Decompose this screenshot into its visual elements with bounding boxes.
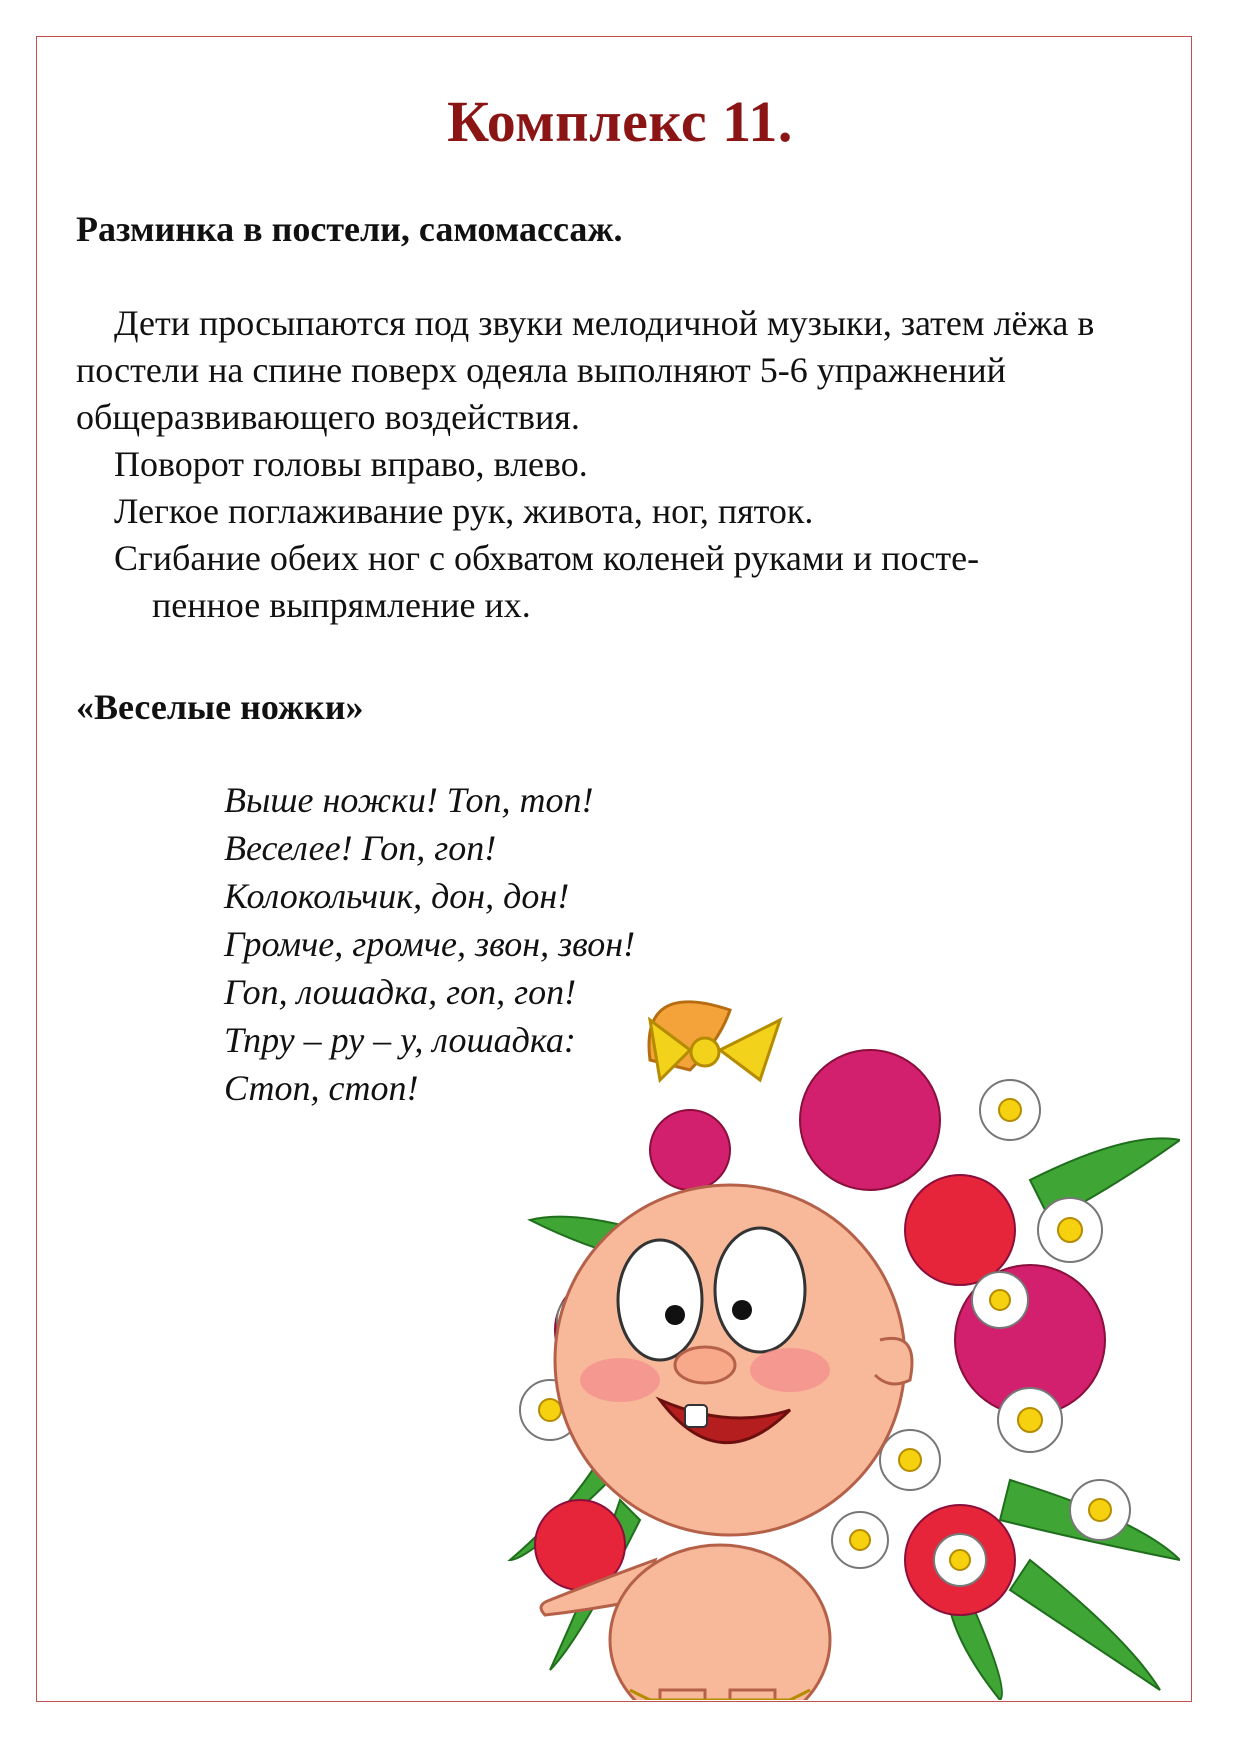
poem-line: Колокольчик, дон, дон! [224,876,570,916]
poem-line: Громче, громче, звон, звон! [224,924,636,964]
list-item: Легкое поглаживание рук, живота, ног, пяток. [114,491,814,531]
page-title: Комплекс 11. [447,89,793,154]
poem-line: Выше ножки! Топ, топ! [224,780,594,820]
list-item: Поворот головы вправо, влево. [114,444,588,484]
section-heading-poem: «Веселые ножки» [76,687,364,727]
baby-with-flowers-icon [490,1000,1180,1700]
poem-line: Тпру – ру – у, лошадка: [224,1020,576,1060]
poem-line: Гоп, лошадка, гоп, гоп! [224,972,577,1012]
list-item-continuation: пенное выпрямление их. [152,585,531,625]
intro-paragraph: Дети просыпаются под звуки мелодичной музыки, затем лёжа в постели на спине поверх одеяла выполняют 5-6 упражнений общеразвивающего воздействия. [76,303,1095,437]
warmup-description [76,300,1136,629]
poem-line: Веселее! Гоп, гоп! [224,828,497,868]
list-item: Сгибание обеих ног с обхватом коленей руками и посте- [114,538,980,578]
section-heading-warmup: Разминка в постели, самомассаж. [76,209,623,249]
poem-line: Стоп, стоп! [224,1068,419,1108]
